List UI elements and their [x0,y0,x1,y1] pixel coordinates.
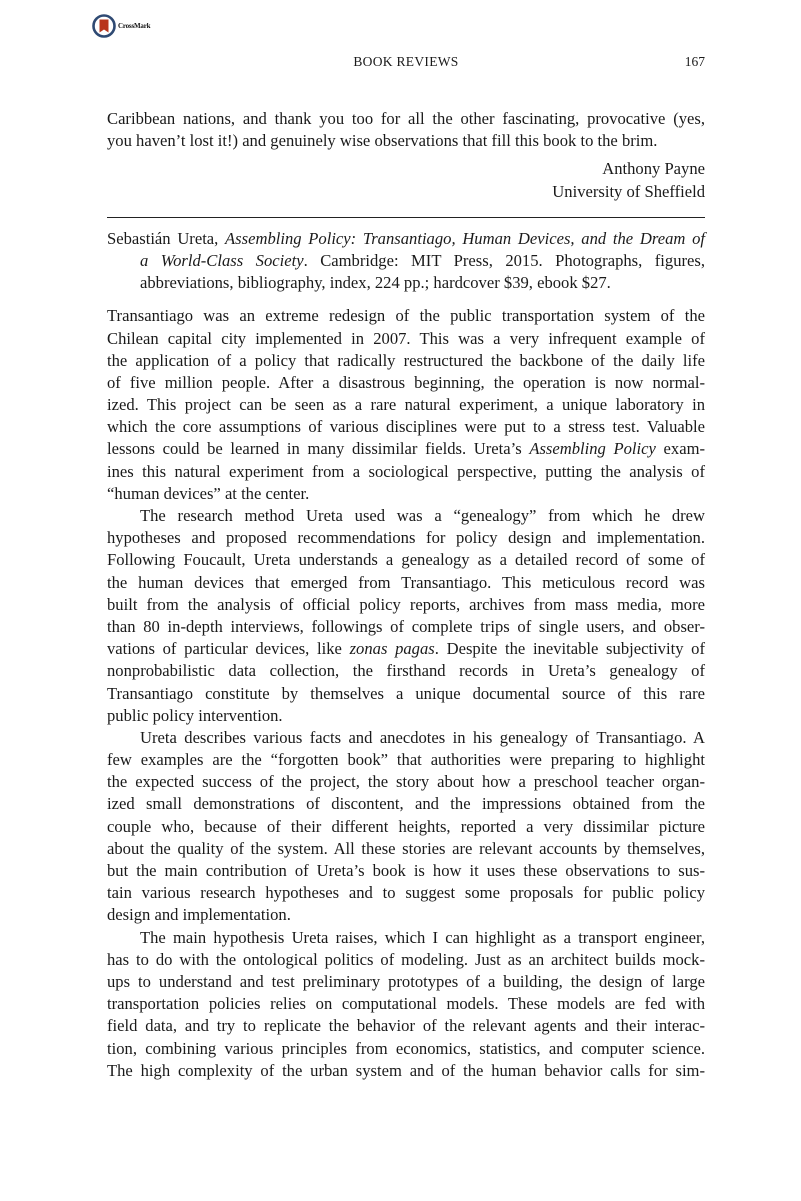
text-line: ized small demonstrations of discontent, and the impressions obtained from the [107,794,705,814]
text-line: Ureta describes various facts and anecdotes in his genealogy of Transantiago. A [140,727,705,747]
text-line: about the quality of the system. All these stories are relevant accounts by themselves, [107,838,705,858]
text-span: lessons could be learned in many dissimilar fields. Ureta’s [107,439,530,459]
text-line: the expected success of the project, the story about how a preschool teacher organ- [107,772,705,792]
citation-line [107,250,705,272]
text-line: you haven’t lost it!) and genuinely wise observations that fill this book to the brim. [107,131,658,151]
citation-publisher: . Cambridge: MIT Press, 2015. Photographs, figures, [303,250,705,270]
text-line: of five million people. After a disastrous beginning, the operation is now normal- [107,372,705,392]
text-line: Transantiago constitute by themselves a unique documental source of this rare [107,683,705,703]
text-span: vations of particular devices, like [107,639,350,659]
section-divider [107,217,705,218]
text-line: “human devices” at the center. [107,483,310,503]
citation-line [107,228,705,250]
text-line: but the main contribution of Ureta’s book is how it uses these observations to sus- [107,861,705,880]
text-line: ines this natural experiment from a sociological perspective, putting the analysis of [107,461,705,481]
text-line: design and implementation. [107,905,291,925]
crossmark-label: CrossMark [118,22,151,30]
text-line: nonprobabilistic data collection, the firsthand records in Ureta’s genealogy of [107,661,705,681]
text-line: couple who, because of their different heights, reported a very dissimilar picture [107,816,705,836]
page-content [107,108,705,1082]
text-line: Chilean capital city implemented in 2007. This was a very infrequent example of [107,328,705,348]
paragraph-1 [107,305,705,505]
text-line: The main hypothesis Ureta raises, which I can highlight as a transport engineer, [140,927,705,947]
paragraph-3 [107,727,705,927]
text-line: built from the analysis of official policy reports, archives from mass media, more [107,594,705,614]
crossmark-icon [92,14,116,38]
text-line: Following Foucault, Ureta understands a genealogy as a detailed record of some of [107,550,705,570]
citation-title: Assembling Policy: Transantiago, Human Devices, and the Dream of [225,228,705,248]
text-span: exam- [655,439,706,459]
text-line: has to do with the ontological politics of modeling. Just as an architect builds mock- [107,949,705,969]
text-line: tain various research hypotheses and to suggest some proposals for public policy [107,883,705,903]
text-line: than 80 in-depth interviews, followings of complete trips of single users, and obser- [107,616,705,636]
citation-title-cont: a World-Class Society [140,250,304,270]
text-line: the application of a policy that radically restructured the backbone of the daily life [107,350,705,370]
book-title-italic: Assembling Policy [529,439,656,459]
text-line: public policy intervention. [107,705,283,725]
text-line: tion, combining various principles from economics, statistics, and computer science. [107,1038,705,1058]
running-head [107,54,705,74]
reviewer-signature [107,158,705,202]
page-number: 167 [684,54,705,69]
running-title: BOOK REVIEWS [353,54,459,69]
text-line: ized. This project can be seen as a rare natural experiment, a unique laboratory in [107,395,705,415]
text-line: field data, and try to replicate the behavior of the relevant agents and their interac- [107,1016,705,1036]
text-line: ups to understand and test preliminary prototypes of a building, the design of large [107,971,705,991]
reviewer-affiliation: University of Sheffield [552,181,705,201]
text-line [107,438,705,460]
reviewer-name: Anthony Payne [602,159,705,179]
paragraph-4 [107,927,705,1082]
paragraph-2 [107,505,705,727]
text-line [107,638,705,660]
foreign-term-italic: zonas pagas [349,639,435,659]
previous-review-ending [107,108,705,152]
book-citation [107,228,705,295]
text-line: The high complexity of the urban system and of the human behavior calls for sim- [107,1060,705,1080]
text-line: few examples are the “forgotten book” that authorities were preparing to highlight [107,750,705,770]
text-line: the human devices that emerged from Transantiago. This meticulous record was [107,572,705,592]
text-line: hypotheses and proposed recommendations for policy design and implementation. [107,528,705,548]
citation-author: Sebastián Ureta, [107,228,226,248]
text-line: which the core assumptions of various disciplines were put to a stress test. Valuable [107,417,705,437]
text-line: transportation policies relies on computational models. These models are fed with [107,994,705,1014]
text-line: Transantiago was an extreme redesign of the public transportation system of the [107,306,705,326]
text-line: Caribbean nations, and thank you too for all the other fascinating, provocative (yes, [107,109,705,128]
citation-details: abbreviations, bibliography, index, 224 pp.; hardcover $39, ebook $27. [140,273,611,293]
text-span: . Despite the inevitable subjectivity of [434,639,706,659]
crossmark-badge[interactable] [92,14,150,38]
text-line: The research method Ureta used was a “genealogy” from which he drew [140,506,705,525]
